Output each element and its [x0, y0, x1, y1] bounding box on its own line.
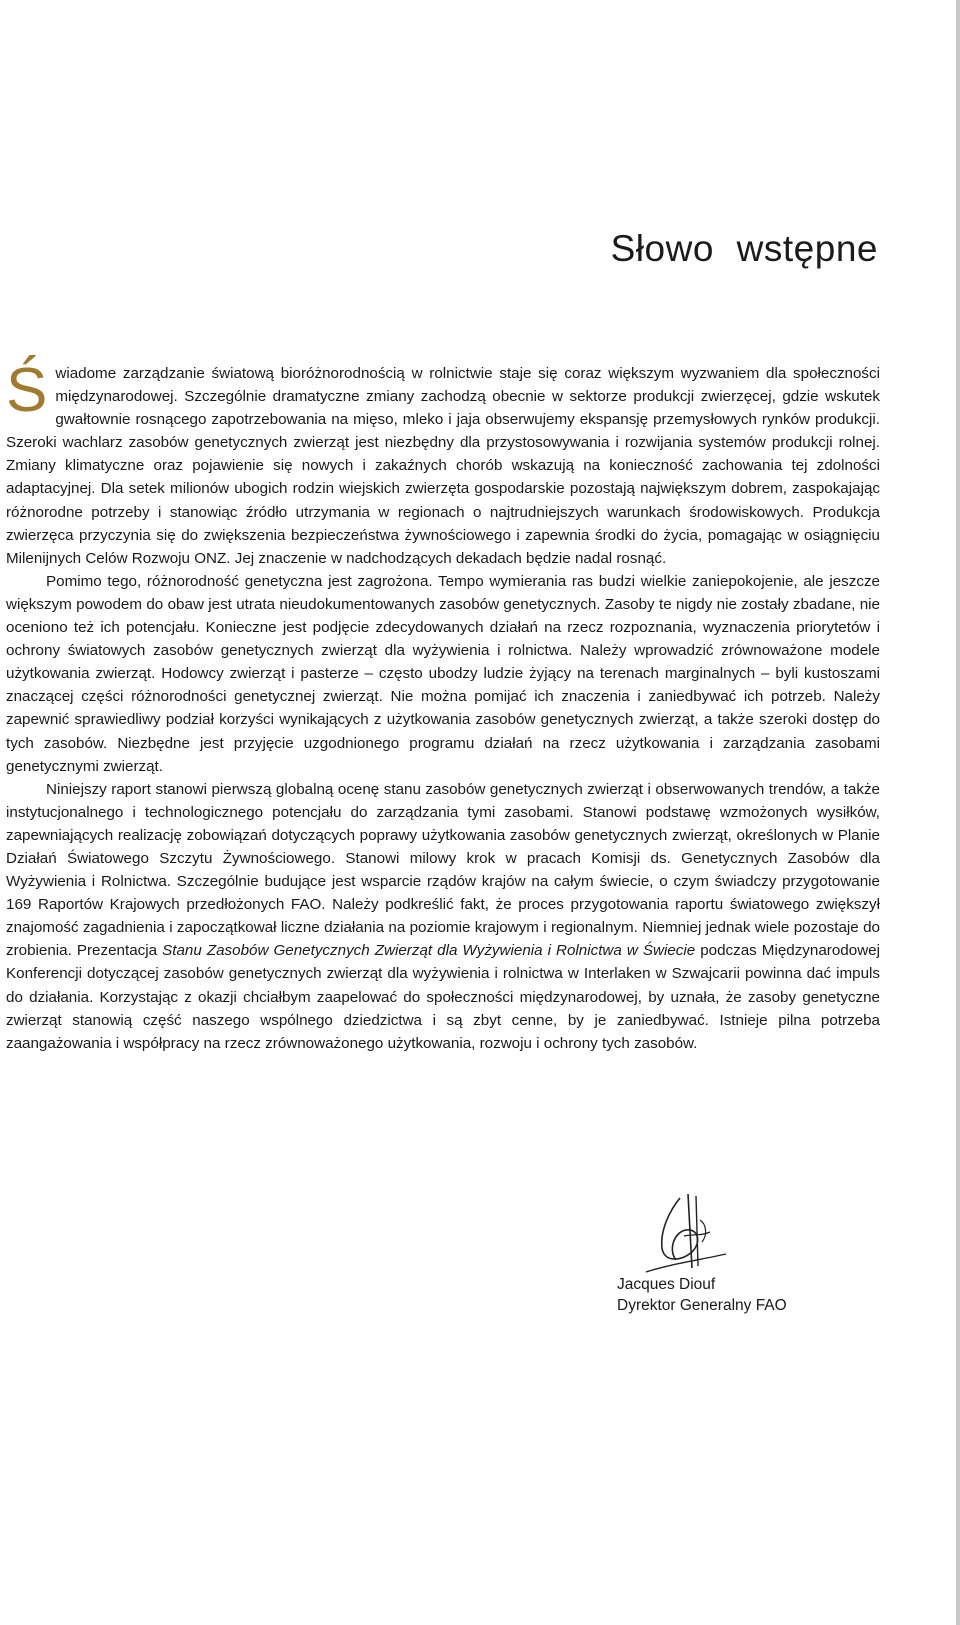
page-title: Słowo wstępne [610, 228, 878, 269]
drop-cap: Ś [6, 356, 48, 425]
paragraph-1 [6, 356, 880, 570]
page-edge-rule [956, 0, 960, 1625]
signatory-name: Jacques Diouf [617, 1276, 716, 1293]
paragraph-2: Pomimo tego, różnorodność genetyczna jest zagrożona. Tempo wymierania ras budzi wielkie zaniepokojenie, ale jeszcze większym powodem do obaw jest utrata nieudokumentowanych zasobów genetycznych. Zasoby te nigdy nie zostały zbadane, nie oceniono też ich potencjału. Konieczne jest podjęcie zdecydowanych działań na rzecz rozpoznania, wyznaczenia priorytetów i ochrony światowych zasobów genetycznych zwierząt dla wyżywienia i rolnictwa. Należy wprowadzić zrównoważone modele użytkowania zwierząt. Hodowcy zwierząt i pasterze – często ubodzy ludzie żyjący na terenach marginalnych – byli kustoszami znaczącej części różnorodności genetycznej zwierząt. Nie można pomijać ich znaczenia i zaniedbywać ich potrzeb. Należy zapewnić sprawiedliwy podział korzyści wynikających z użytkowania zasobów genetycznych zwierząt, a także szeroki dostęp do tych zasobów. Niezbędne jest przyjęcie uzgodnionego programu działań na rzecz użytkowania i zarządzania zasobami genetycznymi zwierząt. [6, 572, 880, 775]
handwritten-signature [640, 1190, 730, 1280]
signatory-position: Dyrektor Generalny FAO [617, 1297, 787, 1314]
signature-block [617, 1274, 787, 1316]
foreword-body [6, 356, 880, 1055]
report-title-italic: Stanu Zasobów Genetycznych Zwierząt dla Wyżywienia i Rolnictwa w Świecie [162, 942, 696, 960]
paragraph-3-text-b: podczas Międzynarodowej Konferencji dotyczącej zasobów genetycznych zwierząt dla wyżywienia i rolnictwa w Interlaken w Szwajcarii powinna dać impuls do działania. Korzystając z okazji chciałbym zaapelować do społeczności międzynarodowej, by uznała, że zasoby genetyczne zwierząt stanowią część naszego wspólnego dziedzictwa i są zbyt cenne, by je zaniedbywać. Istnieje pilna potrzeba zaangażowania i współpracy na rzecz zrównoważonego użytkowania, rozwoju i ochrony tych zasobów. [6, 942, 880, 1052]
paragraph-3-text-a: Niniejszy raport stanowi pierwszą globalną ocenę stanu zasobów genetycznych zwierząt i obserwowanych trendów, a także instytucjonalnego i technologicznego potencjału do zarządzania tymi zasobami. Stanowi podstawę wzmożonych wysiłków, zapewniających realizację zobowiązań dotyczących poprawy użytkowania zasobów genetycznych zwierząt, określonych w Planie Działań Światowego Szczytu Żywnościowego. Stanowi milowy krok w pracach Komisji ds. Genetycznych Zasobów dla Wyżywienia i Rolnictwa. Szczególnie budujące jest wsparcie rządów krajów na całym świecie, o czym świadczy przygotowanie 169 Raportów Krajowych przedłożonych FAO. Należy podkreślić fakt, że proces przygotowania raportu światowego zwiększył znajomość zagadnienia i zapoczątkował liczne działania na poziomie krajowym i regionalnym. Niemniej jednak wiele pozostaje do zrobienia. Prezentacja [6, 780, 880, 960]
paragraph-3 [6, 778, 880, 1055]
paragraph-1-text: wiadome zarządzanie światową bioróżnorodnością w rolnictwie staje się coraz większym wyzwaniem dla społeczności międzynarodowej. Szczególnie dramatyczne zmiany zachodzą obecnie w sektorze produkcji zwierzęcej, gdzie wskutek gwałtownie rosnącego zapotrzebowania na mięso, mleko i jaja obserwujemy ekspansję przemysłowych rynków produkcji. Szeroki wachlarz zasobów genetycznych zwierząt jest niezbędny dla przystosowywania i rozwijania systemów produkcji rolnej. Zmiany klimatyczne oraz pojawienie się nowych i zakaźnych chorób wskazują na konieczność zachowania tej zdolności adaptacyjnej. Dla setek milionów ubogich rodzin wiejskich zwierzęta gospodarskie pozostają największym dobrem, zaspokajając różnorodne potrzeby i stanowiąc źródło utrzymania w regionach o najtrudniejszych warunkach środowiskowych. Produkcja zwierzęca przyczynia się do zwiększenia bezpieczeństwa żywnościowego i zapewnia środki do życia, pomagając w osiągnięciu Milenijnych Celów Rozwoju ONZ. Jej znaczenie w nadchodzących dekadach będzie nadal rosnąć. [6, 365, 880, 567]
